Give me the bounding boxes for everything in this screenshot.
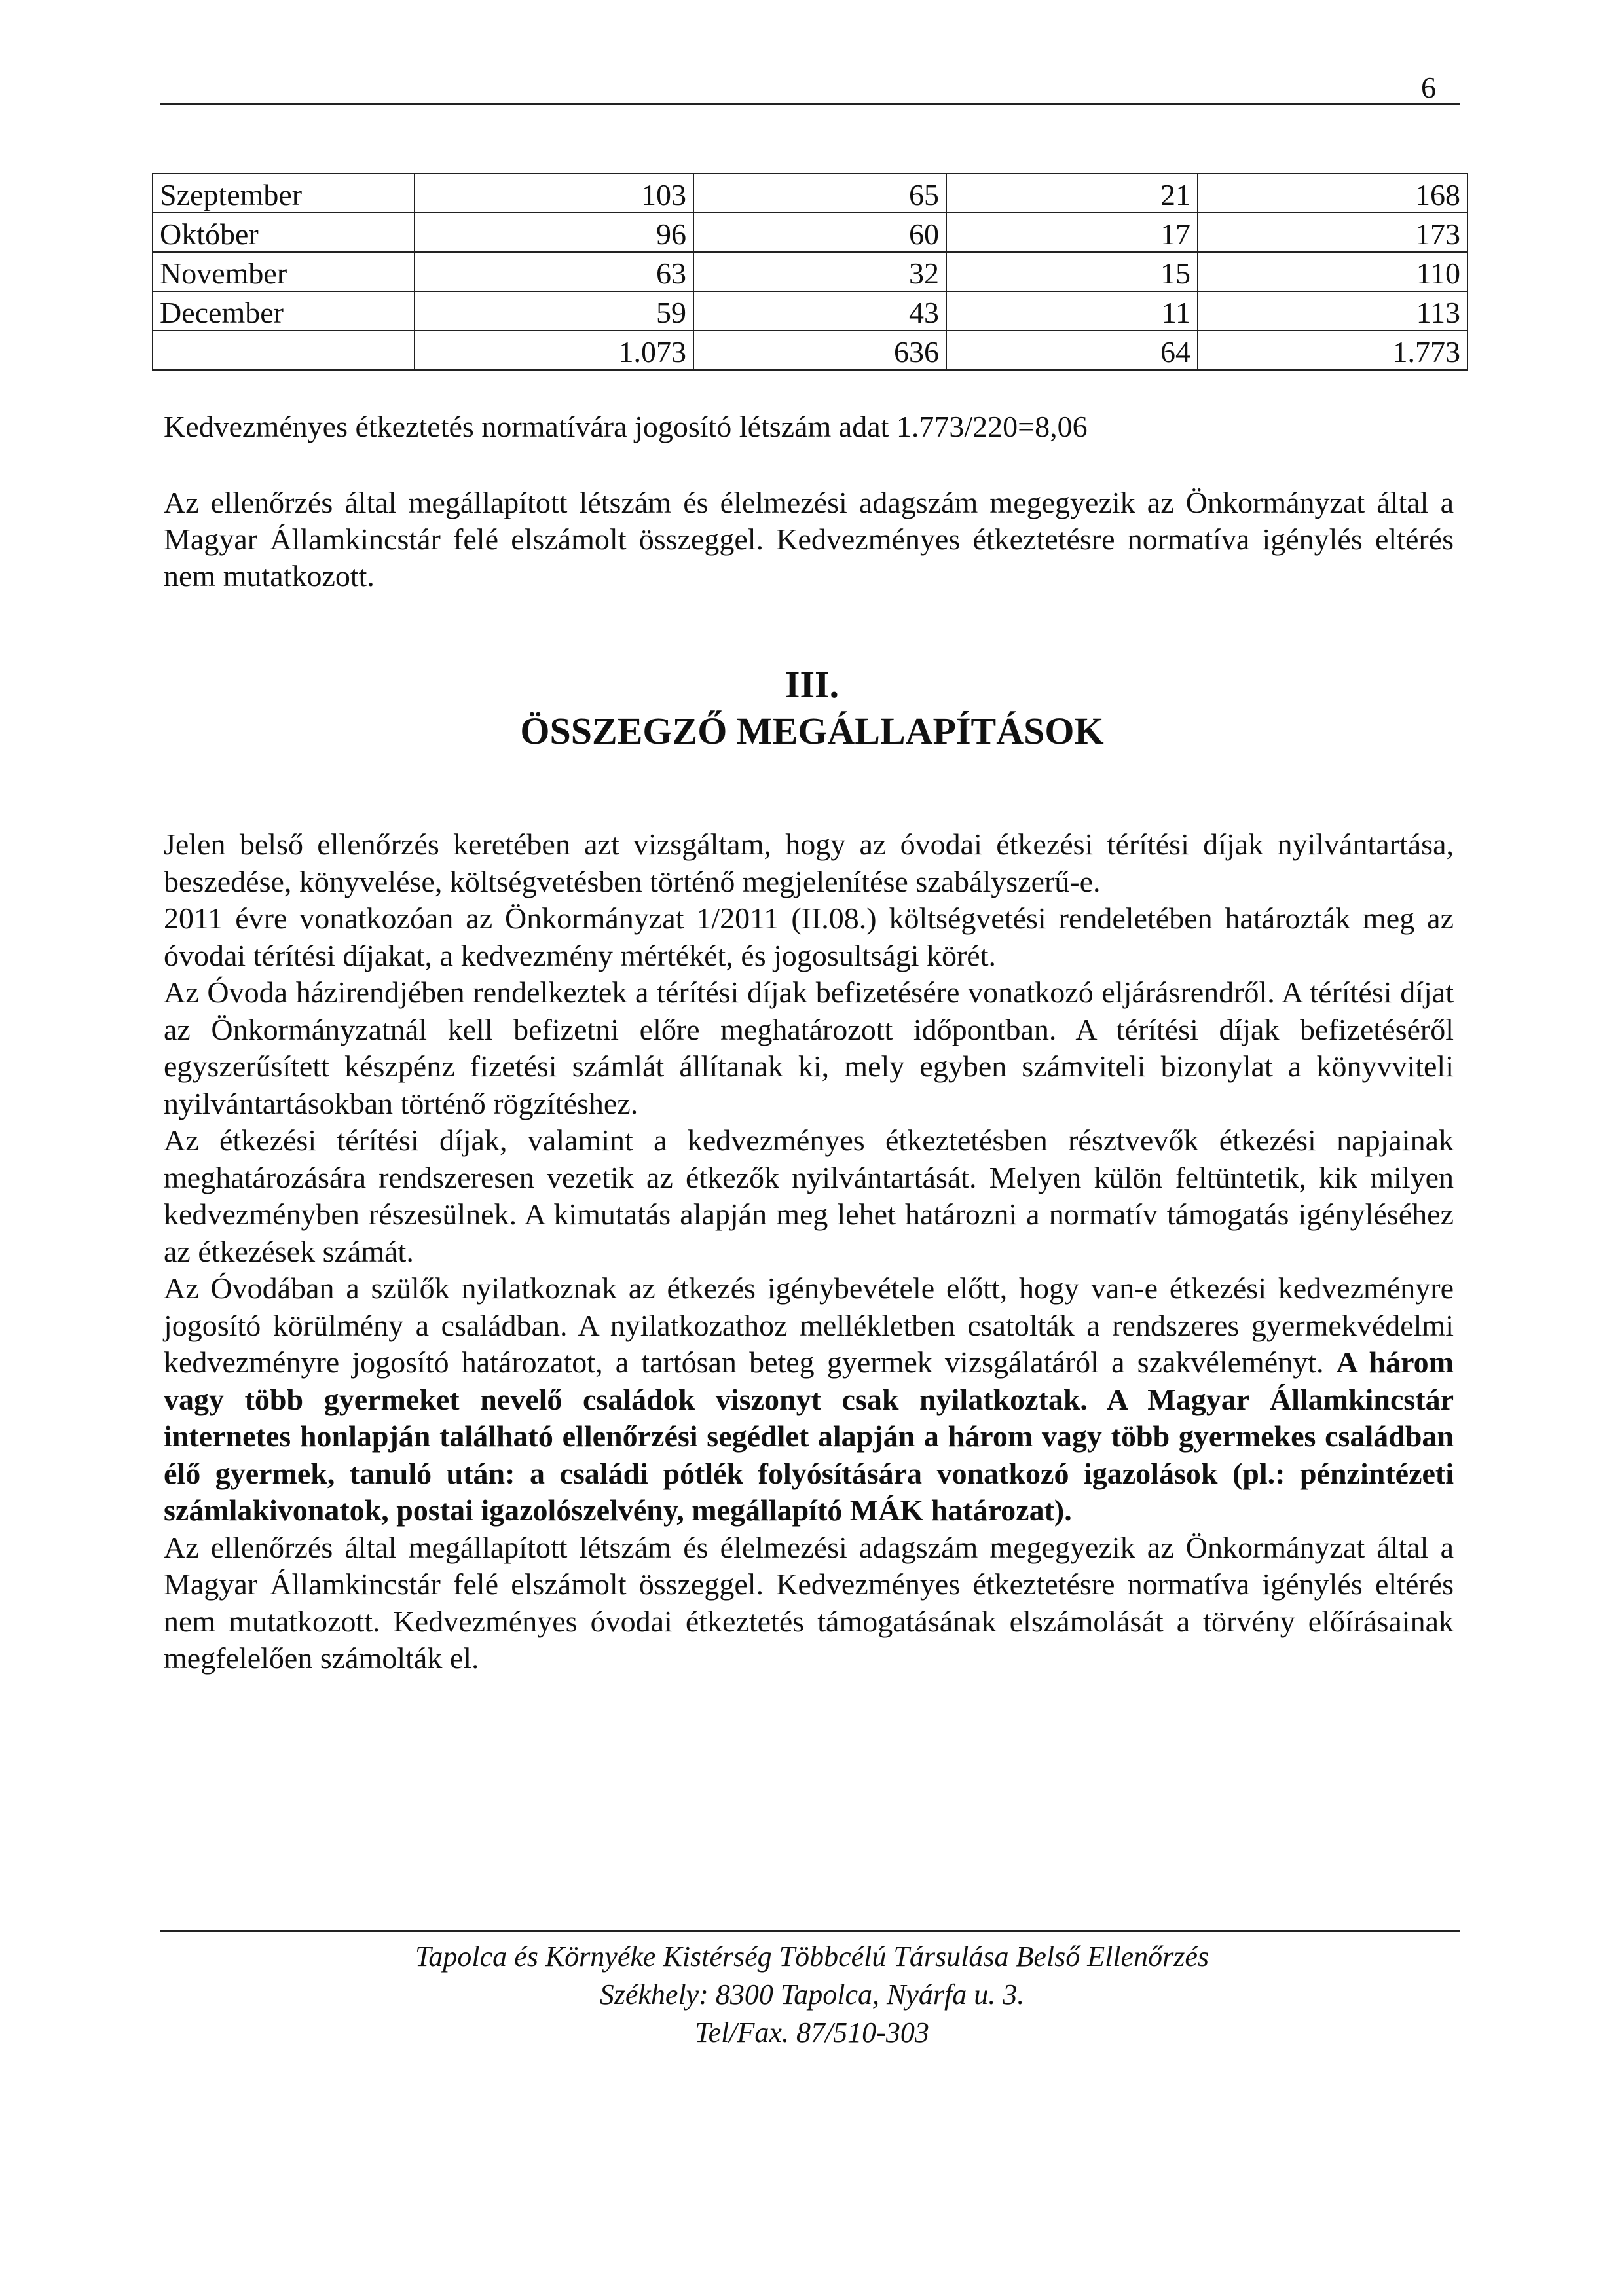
table-row [153,291,1467,331]
page-number: 6 [1421,71,1436,104]
table-cell: 43 [693,291,946,331]
table-cell: 17 [946,213,1198,252]
section-title: ÖSSZEGZŐ MEGÁLLAPÍTÁSOK [520,710,1104,752]
footer-organization: Tapolca és Környéke Kistérség Többcélú Társulása Belső Ellenőrzés [415,1941,1209,1973]
body-paragraph: Az étkezési térítési díjak, valamint a kedvezményes étkeztetésben résztvevők étkezési napjainak meghatározására rendszeresen vezetik az étkezők nyilvántartását. Melyen külön feltüntetik, kik milyen kedvezményben részesülnek. A kimutatás alapján meg lehet határozni a normatív támogatás igényléséhez az étkezések számát. [164,1123,1454,1268]
table-cell: 11 [946,291,1198,331]
summary-body [164,826,1454,1677]
body-paragraph: 2011 évre vonatkozóan az Önkormányzat 1/2011 (II.08.) költségvetési rendeletében határozták meg az óvodai térítési díjakat, a kedvezmény mértékét, és jogosultsági körét. [164,902,1454,972]
table-cell: 113 [1198,291,1467,331]
body-text: Az Óvodában a szülők nyilatkoznak az étkezés igénybevétele előtt, hogy van-e étkezési kedvezményre jogosító körülmény a családban. A nyilatkozathoz mellékletben csatolták a rendszeres gyermekvédelmi kedvezményre jogosító határozatot, a tartósan beteg gyermek vizsgálatáról a szakvéleményt. [164,1271,1454,1379]
body-paragraph: Az ellenőrzés által megállapított létszám és élelmezési adagszám megegyezik az Önkormányzat által a Magyar Államkincstár felé elszámolt összeggel. Kedvezményes étkeztetésre normatíva igénylés eltérés nem mutatkozott. Kedvezményes óvodai étkeztetés támogatásának elszámolását a törvény előírásainak megfelelően számolták el. [164,1530,1454,1675]
normative-calculation-text: Kedvezményes étkeztetés normatívára jogosító létszám adat 1.773/220=8,06 [164,410,1088,443]
table-cell-total: 64 [946,331,1198,370]
body-paragraph [164,1270,1454,1529]
footer [0,1938,1624,2052]
table-cell: 63 [415,252,693,291]
table-cell: 65 [693,173,946,213]
table-cell-total: 1.773 [1198,331,1467,370]
table-row [153,213,1467,252]
table-cell: 21 [946,173,1198,213]
table-cell-month: Szeptember [153,173,415,213]
table-cell: 103 [415,173,693,213]
audit-finding-paragraph: Az ellenőrzés által megállapított létszám és élelmezési adagszám megegyezik az Önkormányzat által a Magyar Államkincstár felé elszámolt összeggel. Kedvezményes étkeztetésre normatíva igénylés eltérés nem mutatkozott. [164,486,1454,592]
table-cell-month: December [153,291,415,331]
table-cell-total: 1.073 [415,331,693,370]
bold-emphasis-text: A három vagy több gyermeket nevelő családok viszonyt csak nyilatkoztak. A Magyar Államkincstár internetes honlapján található ellenőrzési segédlet alapján a három vagy több gyermekes családban élő gyermek, tanuló után: a családi pótlék folyósítására vonatkozó igazolások (pl.: pénzintézeti számlakivonatok, postai igazolószelvény, megállapító MÁK határozat). [164,1345,1454,1527]
header-rule [160,103,1460,105]
table-cell: 168 [1198,173,1467,213]
table-cell-month [153,331,415,370]
table-row [153,173,1467,213]
body-paragraph: Jelen belső ellenőrzés keretében azt vizsgáltam, hogy az óvodai étkezési térítési díjak nyilvántartása, beszedése, könyvelése, költségvetésben történő megjelenítése szabályszerű-e. [164,828,1454,898]
table-cell: 60 [693,213,946,252]
section-number: III. [784,663,840,706]
table-cell: 173 [1198,213,1467,252]
body-paragraph: Az Óvoda házirendjében rendelkeztek a térítési díjak befizetésére vonatkozó eljárásrendről. A térítési díjat az Önkormányzatnál kell befizetni előre meghatározott időpontban. A térítési díjak befizetéséről egyszerűsített készpénz fizetési számlát állítanak ki, mely egyben számviteli bizonylat a könyvviteli nyilvántartásokban történő rögzítéshez. [164,975,1454,1120]
table-cell-total: 636 [693,331,946,370]
table-cell: 110 [1198,252,1467,291]
table-cell: 59 [415,291,693,331]
footer-address: Székhely: 8300 Tapolca, Nyárfa u. 3. [599,1978,1025,2011]
footer-phone: Tel/Fax. 87/510-303 [695,2016,929,2049]
table-cell: 32 [693,252,946,291]
table-cell-month: Október [153,213,415,252]
meal-count-table [152,173,1468,371]
table-cell: 15 [946,252,1198,291]
table-row [153,252,1467,291]
table-cell-month: November [153,252,415,291]
footer-rule [160,1930,1460,1932]
table-cell: 96 [415,213,693,252]
table-total-row [153,331,1467,370]
